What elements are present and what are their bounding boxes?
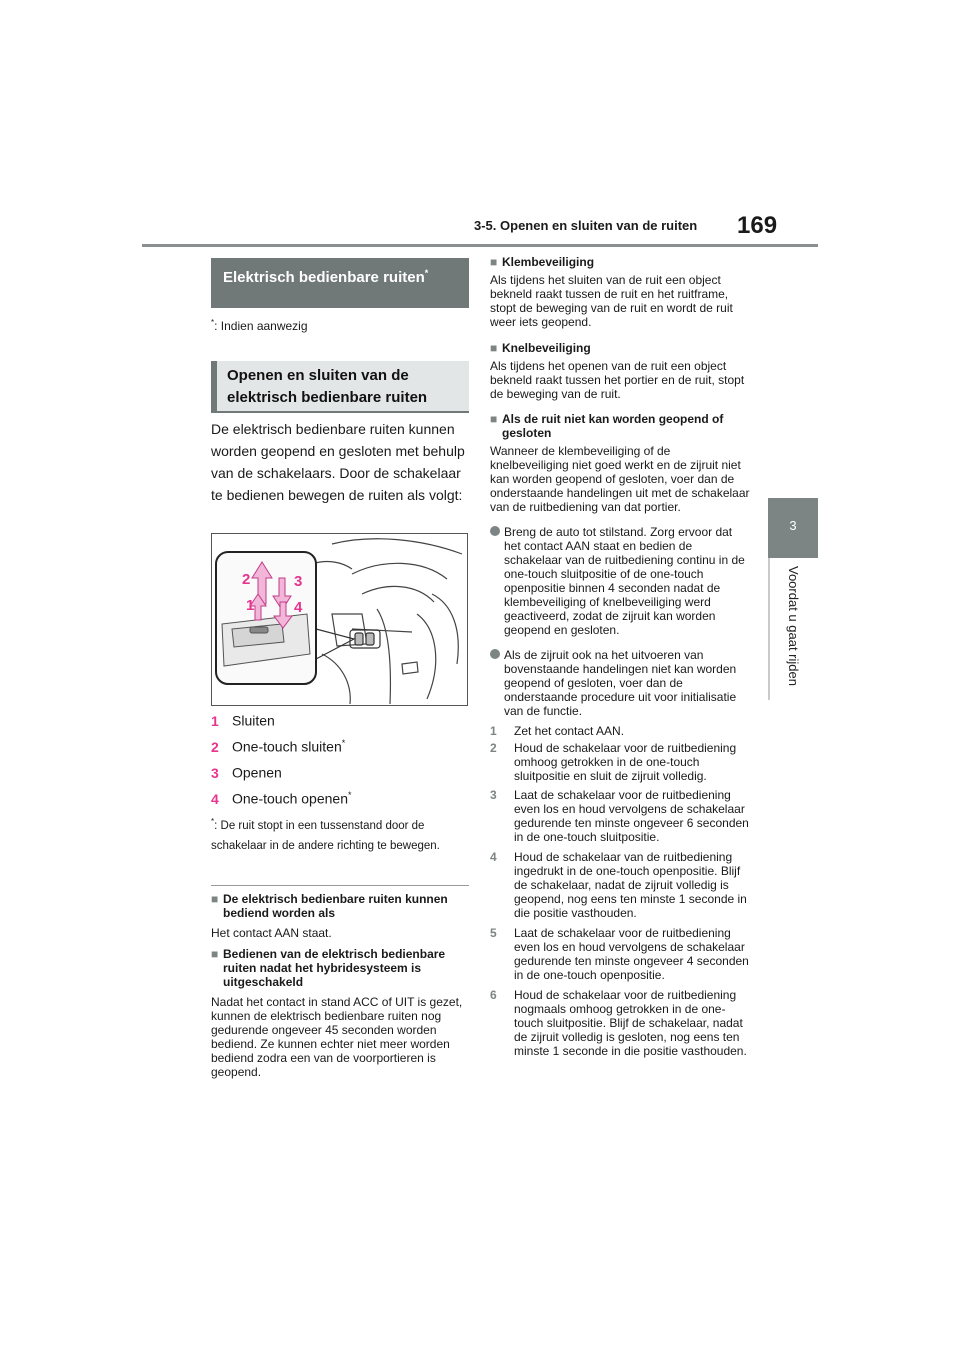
- footnote: [211, 318, 308, 333]
- note-title: Bedienen van de elektrisch bedienbare ruiten nadat het hybridesysteem is uitgeschakeld: [223, 947, 446, 989]
- bullet-dot: [490, 649, 500, 659]
- step-item: 4 Houd de schakelaar van de ruitbediening ingedrukt in de one-touch openpositie. Blijf de schakelaar, nadat de zijruit volledig is geopend, nog eens ten minste 1 seconde in die positie vasthouden.: [490, 850, 747, 920]
- bullet-item: Breng de auto tot stilstand. Zorg ervoor dat het contact AAN staat en bedien de schakelaar van de ruitbediening continu in de one-touch sluitpositie of de one-touch openpositie binnen 4 seconden nadat de klembeveiliging of knelbeveiliging werd geactiveerd, zodat de zijruit kan worden geopend en gesloten.: [490, 525, 752, 637]
- figure-label-4: 4: [294, 599, 303, 616]
- page-number: 169: [737, 212, 778, 239]
- step-item: 1 Zet het contact AAN.: [490, 724, 625, 738]
- heading-footnote-mark: *: [424, 268, 429, 278]
- note-block: ■ Klembeveiliging Als tijdens het sluiten van de ruit een object bekneld raakt tussen de ruit en het ruitframe, stopt de beweging van de ruit en wordt de ruit weer iets geopend.: [490, 255, 752, 329]
- initialisation-steps: [490, 724, 752, 1084]
- illustration-svg: [212, 534, 467, 705]
- figure-label-1: 1: [246, 597, 255, 614]
- note-title: De elektrisch bedienbare ruiten kunnen bediend worden als: [223, 892, 448, 920]
- bullet-item: Als de zijruit ook na het uitvoeren van bovenstaande handelingen niet kan worden geopend of gesloten, voer dan de onderstaande procedure uit voor initialisatie van de functie.: [490, 648, 752, 718]
- chapter-tab: [768, 498, 818, 558]
- note-block: ■ Als de ruit niet kan worden geopend of gesloten Wanneer de klembeveiliging of de knelbeveiliging niet goed werkt en de zijruit niet kan worden geopend of gesloten, voer dan de onderstaande handelingen uit met de schakelaar van de ruitbediening van dat portier.: [490, 412, 752, 514]
- chapter-number: 3: [789, 518, 797, 533]
- figure-label-2: 2: [242, 571, 251, 588]
- window-switch-illustration: [211, 533, 468, 706]
- note-block: ■ Knelbeveiliging Als tijdens het openen van de ruit een object bekneld raakt tussen het portier en de ruit, stopt de beweging van de ruit.: [490, 341, 752, 401]
- note-title: Als de ruit niet kan worden geopend of gesloten: [502, 412, 724, 440]
- list-footnote: *: De ruit stopt in een tussenstand door de schakelaar in de andere richting te bewegen.: [211, 817, 440, 852]
- note-block: ■ De elektrisch bedienbare ruiten kunnen bediend worden als Het contact AAN staat.: [211, 892, 473, 940]
- note-body: Als tijdens het sluiten van de ruit een object bekneld raakt tussen de ruit en het ruitframe, stopt de beweging van de ruit en wordt de ruit weer iets geopend.: [490, 273, 733, 329]
- note-body: Nadat het contact in stand ACC of UIT is gezet, kunnen de elektrisch bedienbare ruiten nog gedurende ongeveer 45 seconden worden bediend. Ze kunnen echter niet meer worden bediend zodra een van de voorportieren is geopend.: [211, 995, 463, 1079]
- note-title: Klembeveiliging: [502, 255, 595, 269]
- section-heading-text: Elektrisch bedienbare ruiten: [223, 269, 425, 286]
- section-heading: [211, 258, 469, 308]
- footnote-text: : Indien aanwezig: [214, 319, 308, 333]
- list-item: 4 One-touch openen*: [211, 790, 352, 807]
- bullet-dot: [490, 526, 500, 536]
- note-title: Knelbeveiliging: [502, 341, 591, 355]
- switch-function-list: [211, 712, 471, 808]
- step-item: 5 Laat de schakelaar voor de ruitbediening even los en houd vervolgens de schakelaar gedurende ten minste ongeveer 4 seconden in de one-touch openpositie.: [490, 926, 749, 982]
- list-item: 1 Sluiten: [211, 712, 275, 729]
- step-item: 3 Laat de schakelaar voor de ruitbediening even los en houd vervolgens de schakelaar gedurende ten minste ongeveer 6 seconden in de one-touch sluitpositie.: [490, 788, 749, 844]
- step-item: 2 Houd de schakelaar voor de ruitbediening omhoog getrokken in de one-touch sluitpositie en sluit de zijruit volledig.: [490, 741, 737, 783]
- intro-paragraph: De elektrisch bedienbare ruiten kunnen worden geopend en gesloten met behulp van de schakelaars. Door de schakelaar te bedienen bewegen de ruiten als volgt:: [211, 421, 465, 503]
- list-item: 3 Openen: [211, 764, 282, 781]
- chapter-rule: [768, 558, 770, 700]
- step-item: 6 Houd de schakelaar voor de ruitbediening nogmaals omhoog getrokken in de one-touch sluitpositie. Blijf de schakelaar, nadat de zijruit volledig is gesloten, nog eens ten minste 1 seconde in die positie vasthouden.: [490, 988, 747, 1058]
- note-block: ■ Bedienen van de elektrisch bedienbare ruiten nadat het hybridesysteem is uitgeschakeld Nadat het contact in stand ACC of UIT is gezet, kunnen de elektrisch bedienbare ruiten nog gedurende ongeveer 45 seconden worden bediend. Ze kunnen echter niet meer worden bediend zodra een van de voorportieren is geopend.: [211, 947, 473, 1079]
- note-body: Wanneer de klembeveiliging of de knelbeveiliging niet goed werkt en de zijruit niet kan worden geopend of gesloten, voer dan de onderstaande handelingen uit met de schakelaar van de ruitbediening van dat portier.: [490, 444, 750, 514]
- section-title: 3-5. Openen en sluiten van de ruiten: [474, 218, 698, 233]
- list-item: 2 One-touch sluiten*: [211, 738, 346, 755]
- header-rule: [142, 244, 818, 247]
- note-body: Het contact AAN staat.: [211, 926, 332, 940]
- subheading: [211, 361, 469, 413]
- divider: [211, 885, 469, 886]
- footnote-mark: *: [211, 318, 215, 327]
- note-body: Als tijdens het openen van de ruit een object bekneld raakt tussen het portier en de ruit, stopt de beweging van de ruit.: [490, 359, 745, 401]
- chapter-label: Voordat u gaat rijden: [786, 566, 801, 686]
- subheading-text: Openen en sluiten van de elektrisch bedienbare ruiten: [227, 367, 428, 406]
- figure-label-3: 3: [294, 573, 303, 590]
